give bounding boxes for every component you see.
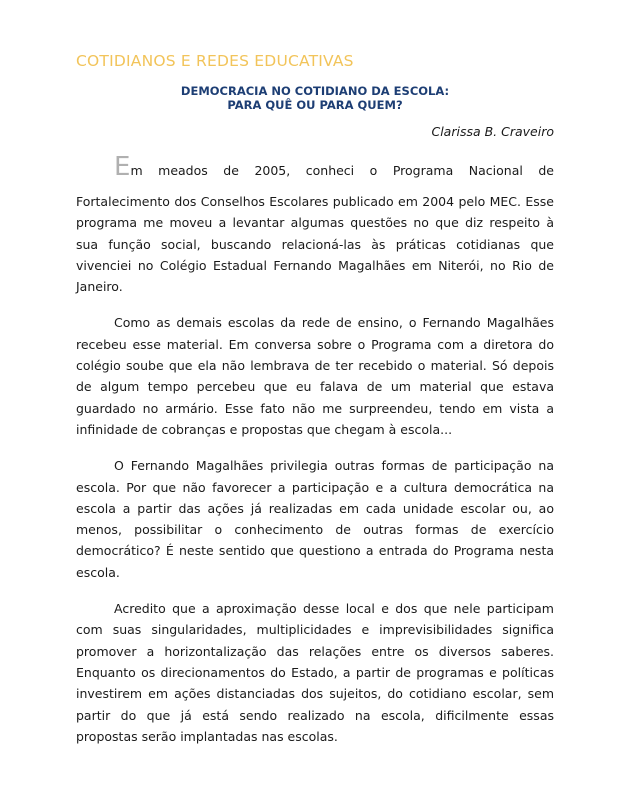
article-title-line-1: DEMOCRACIA NO COTIDIANO DA ESCOLA: bbox=[180, 84, 450, 98]
paragraph-2: Como as demais escolas da rede de ensino, o Fernando Magalhães recebeu esse material. Em conversa sobre o Programa com a diretora do colégio soube que ela não lembrava de ter recebido o material. Só depois de algum tempo percebeu que eu falava de um material que estava guardado no armário. Esse fato não me surpreendeu, tendo em vista a infinidade de cobranças e propostas que chegam à escola... bbox=[76, 315, 554, 437]
article-title bbox=[76, 84, 554, 112]
paragraph-3: O Fernando Magalhães privilegia outras formas de participação na escola. Por que não favorecer a participação e a cultura democrática na escola a partir das ações já realizadas em cada unidade escolar ou, ao menos, possibilitar o conhecimento de outras formas de exercício democrático? É neste sentido que questiono a entrada do Programa nesta escola. bbox=[76, 458, 554, 580]
section-title: COTIDIANOS E REDES EDUCATIVAS bbox=[76, 52, 354, 70]
paragraph-1-first-line bbox=[76, 151, 554, 191]
paragraph-1 bbox=[76, 151, 554, 297]
article-title-line-2: PARA QUÊ OU PARA QUEM? bbox=[227, 98, 403, 112]
article-body bbox=[76, 151, 554, 762]
paragraph-4: Acredito que a aproximação desse local e dos que nele participam com suas singularidades, multiplicidades e imprevisibilidades significa promover a horizontalização das relações entre os diversos saberes. Enquanto os direcionamentos do Estado, a partir de programas e políticas investirem em ações distanciadas dos sujeitos, do cotidiano escolar, sem partir do que já está sendo realizado na escola, dificilmente essas propostas serão implantadas nas escolas. bbox=[76, 601, 554, 744]
paragraph-1-text: Fortalecimento dos Conselhos Escolares publicado em 2004 pelo MEC. Esse programa me moveu a levantar algumas questões no que diz respeito à sua função social, buscando relacioná-las às práticas cotidianas que vivenciei no Colégio Estadual Fernando Magalhães em Niterói, no Rio de Janeiro. bbox=[76, 194, 554, 295]
author-name: Clarissa B. Craveiro bbox=[431, 124, 554, 139]
drop-cap: E bbox=[114, 152, 131, 182]
paragraph-1-first-line-text: m meados de 2005, conheci o Programa Nacional de bbox=[130, 163, 554, 178]
